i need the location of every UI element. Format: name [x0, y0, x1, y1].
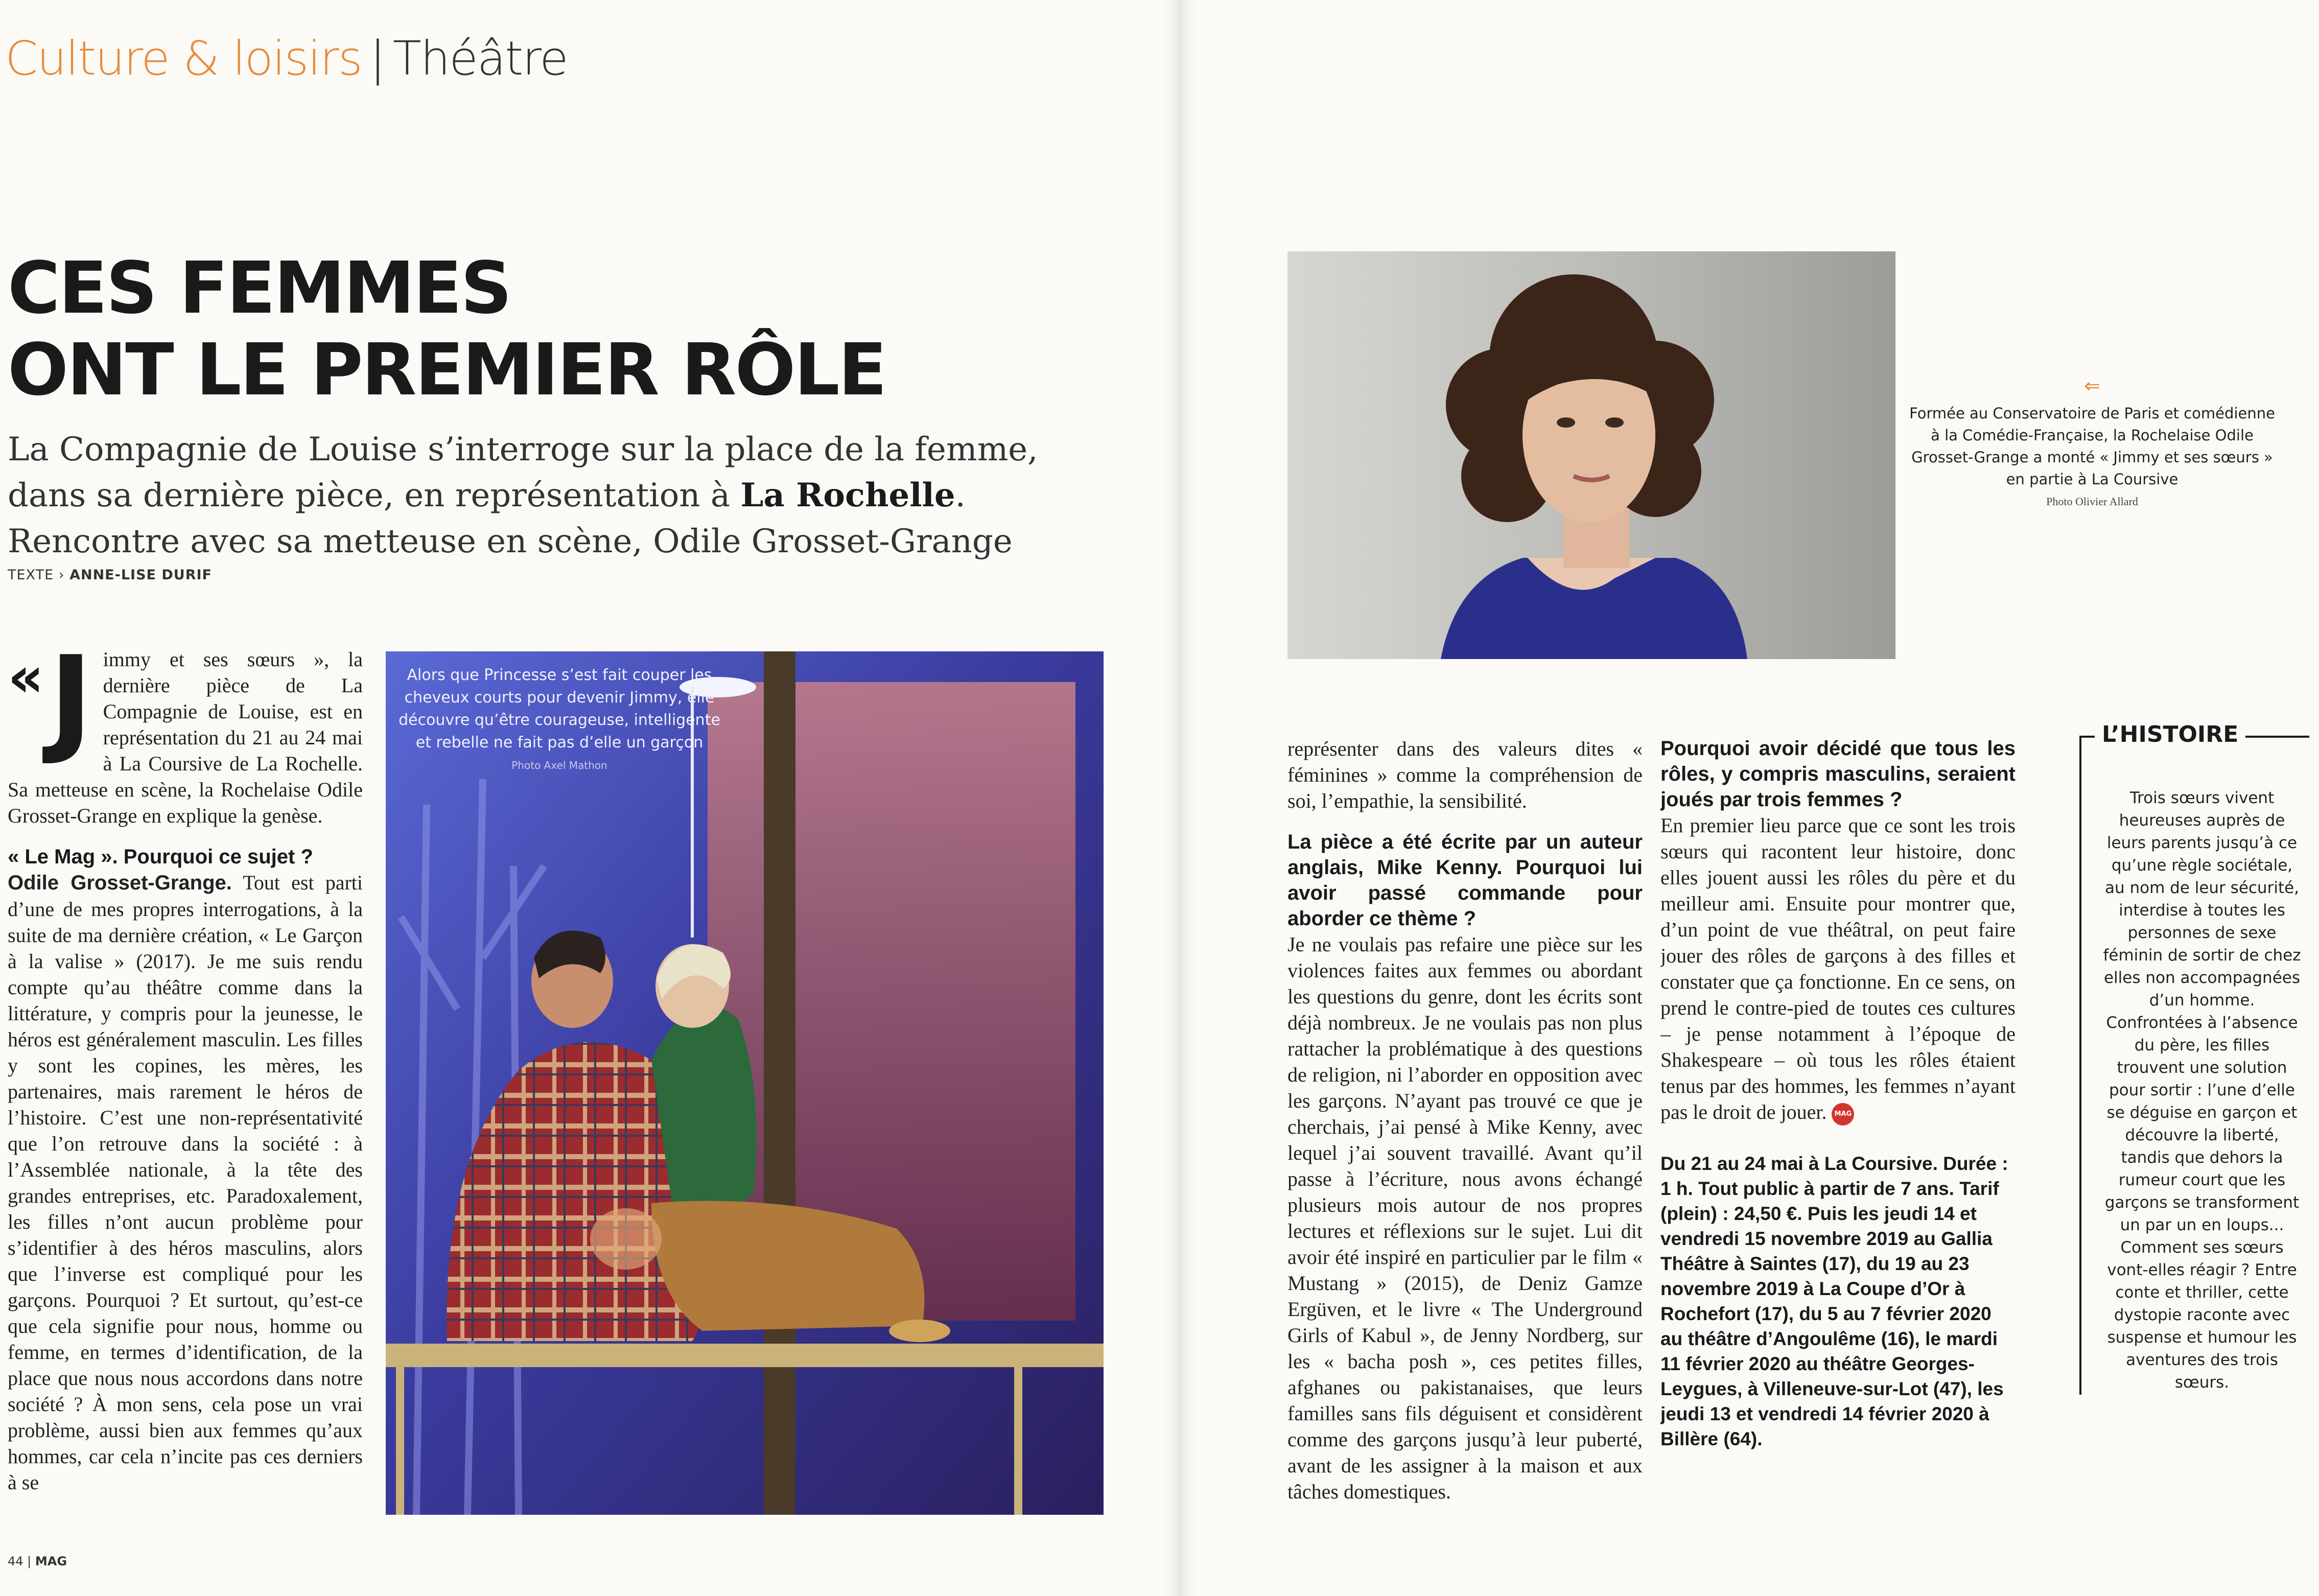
article-standfirst	[8, 427, 1081, 565]
answer-3	[1660, 812, 2016, 1125]
answer-1-speaker: Odile Grosset-Grange.	[8, 872, 232, 894]
column-3	[1287, 736, 1643, 1512]
sidebar-title: L’HISTOIRE	[2095, 719, 2245, 750]
portrait-photo	[1287, 251, 1895, 659]
rubric-section: Culture & loisirs	[5, 31, 362, 86]
title-line-1: CES FEMMES	[8, 247, 511, 330]
rubric-subsection: Théâtre	[392, 31, 568, 86]
page-number: 44	[8, 1554, 24, 1568]
story-sidebar	[2079, 721, 2309, 1395]
question-1: « Le Mag ». Pourquoi ce sujet ?	[8, 846, 313, 868]
sidebar-rule-left	[2079, 736, 2081, 1395]
portrait-caption	[1908, 373, 2276, 512]
stage-photo-caption	[391, 664, 728, 777]
answer-2: Je ne voulais pas refaire une pièce sur les violences faites aux femmes ou abordant les questions du genre, dont les écrits sont déjà nombreux. Je ne voulais pas non plus rattacher la problématique à des questions de religion, ni l’aborder en opposition avec les garçons. N’ayant pas trouvé ce que je cherchais, j’ai pensé à Mike Kenny, avec lequel j’ai souvent travaillé. Avant qu’il passe à l’écriture, nous avons échangé plusieurs mois autour de nos propres lectures et réflexions sur le sujet. Lui dit avoir été inspiré en particulier par le film « Mustang » (2015), de Deniz Gamze Ergüven, et le livre « The Underground Girls of Kabul », de Jenny Nordberg, sur les « bacha posh », ces petites filles, afghanes ou pakistanaises, que leurs familles sans fils déguisent et considèrent comme des garçons jusqu’à leur puberté, avant de les assigner à la maison et aux tâches domestiques.	[1287, 933, 1643, 1503]
author-credit	[8, 567, 212, 583]
standfirst-line-2	[8, 473, 1081, 519]
sidebar-text: Trois sœurs vivent heureuses auprès de leurs parents jusqu’à ce qu’une règle sociétale, au nom de leur sécurité, interdise à toutes les personnes de sexe féminin de sortir de chez elles non accompagnées d’un homme. Confrontées à l’absence du père, les filles trouvent une solution pour sortir : l’une d’elle se déguise en garçon et découvre la liberté, tandis que dehors la rumeur court que les garçons se transforment un par un en loups... Comment ses sœurs vont-elles réagir ? Entre conte et thriller, cette dystopie raconte avec suspense et humour les aventures des trois sœurs.	[2103, 789, 2301, 1392]
stage-photo	[386, 651, 1104, 1515]
stage-caption-text: Alors que Princesse s’est fait couper les cheveux courts pour devenir Jimmy, elle découvre qu’être courageuse, intelligente et rebelle ne fait pas d’elle un garçon	[399, 666, 720, 752]
author-name: ANNE-LISE DURIF	[69, 567, 212, 583]
question-2: La pièce a été écrite par un auteur anglais, Mike Kenny. Pourquoi lui avoir passé commande pour aborder ce thème ?	[1287, 831, 1643, 930]
dropcap-quote: «	[8, 646, 44, 710]
dropcap-letter: J	[49, 646, 93, 768]
end-of-article-mark: MAG	[1832, 1103, 1854, 1125]
section-rubric	[5, 28, 568, 89]
standfirst-line-3: Rencontre avec sa metteuse en scène, Odile Grosset-Grange	[8, 523, 1013, 560]
answer-1-text: Tout est parti d’une de mes propres interrogations, à la suite de ma dernière création, « Le Garçon à la valise » (2017). Je me suis rendu compte qu’au théâtre comme dans la littérature, y compris pour la jeunesse, le héros est généralement masculin. Les filles y sont les copines, les mères, les partenaires, mais rarement le héros de l’histoire. C’est une non-représentativité que l’on retrouve dans la société : à l’Assemblée nationale, à la tête des grandes entreprises, etc. Paradoxalement, les filles n’ont aucun problème pour s’identifier à des héros masculins, alors que l’inverse est compliqué pour les garçons. Pourquoi ? Et surtout, qu’est-ce que cela signifie pour nous, homme ou femme, en termes d’identification, de la place que nous nous accordons dans notre société ? À mon sens, cela pose un vrai problème, aussi bien aux femmes qu’aux hommes, car cela n’incite pas ces derniers à se	[8, 871, 363, 1494]
page-folio	[8, 1554, 67, 1568]
page-gutter	[1165, 0, 1196, 1596]
folio-mag: MAG	[35, 1554, 67, 1568]
stage-photo-credit: Photo Axel Mathon	[511, 759, 607, 771]
answer-1	[8, 844, 363, 1495]
folio-separator: |	[23, 1554, 35, 1568]
standfirst-punct: .	[955, 477, 966, 514]
intro-paragraph: immy et ses sœurs », la dernière pièce de La Compagnie de Louise, est en représentation du 21 au 24 mai à La Coursive de La Rochelle. Sa metteuse en scène, la Rochelaise Odile Grosset-Grange en explique la genèse.	[8, 648, 363, 827]
answer-3-text: En premier lieu parce que ce sont les trois sœurs qui racontent leur histoire, donc elles jouent aussi les rôles du père et du meilleur ami. Ensuite pour montrer que, d’un point de vue théâtral, on peut faire jouer des rôles de garçons à des filles et constater que ça fonctionne. En ce sens, on prend le contre-pied de toutes ces cultures – je pense notamment à l’époque de Shakespeare – où tous les rôles étaient tenus par des hommes, les femmes n’ayant pas le droit de jouer.	[1660, 814, 2016, 1123]
title-line-2: ONT LE PREMIER RÔLE	[8, 328, 886, 412]
standfirst-text: dans sa dernière pièce, en représentation à	[8, 477, 741, 514]
stage-illustration	[386, 651, 1104, 1515]
rubric-separator: |	[369, 31, 385, 86]
column-1	[8, 646, 363, 1525]
dropcap	[8, 646, 93, 768]
practical-info: Du 21 au 24 mai à La Coursive. Durée : 1 h. Tout public à partir de 7 ans. Tarif (plein) : 24,50 €. Puis les jeudi 14 et vendredi 15 novembre 2019 au Gallia Théâtre à Saintes (17), du 19 au 23 novembre 2019 à La Coupe d’Or à Rochefort (17), du 5 au 7 février 2020 au théâtre d’Angoulême (16), le mardi 11 février 2020 au théâtre Georges-Leygues, à Villeneuve-sur-Lot (47), les jeudi 13 et vendredi 14 février 2020 à Billère (64).	[1660, 1153, 2008, 1449]
portrait-caption-text: Formée au Conservatoire de Paris et comédienne à la Comédie-Française, la Rochelaise Odile Grosset-Grange a monté « Jimmy et ses sœurs » en partie à La Coursive	[1909, 405, 2275, 488]
standfirst-city: La Rochelle	[740, 476, 955, 514]
portrait-illustration	[1287, 251, 1895, 659]
standfirst-line-1: La Compagnie de Louise s’interroge sur la place de la femme,	[8, 431, 1038, 468]
question-3: Pourquoi avoir décidé que tous les rôles, y compris masculins, seraient joués par trois femmes ?	[1660, 737, 2016, 811]
arrow-left-icon: ⇐	[2084, 374, 2100, 397]
continued-paragraph: représenter dans des valeurs dites « féminines » comme la compréhension de soi, l’empathie, la sensibilité.	[1287, 737, 1643, 812]
article-title	[8, 248, 978, 411]
credit-label: TEXTE ›	[8, 567, 70, 583]
column-4	[1660, 736, 2016, 1533]
portrait-photo-credit: Photo Olivier Allard	[2046, 495, 2138, 508]
